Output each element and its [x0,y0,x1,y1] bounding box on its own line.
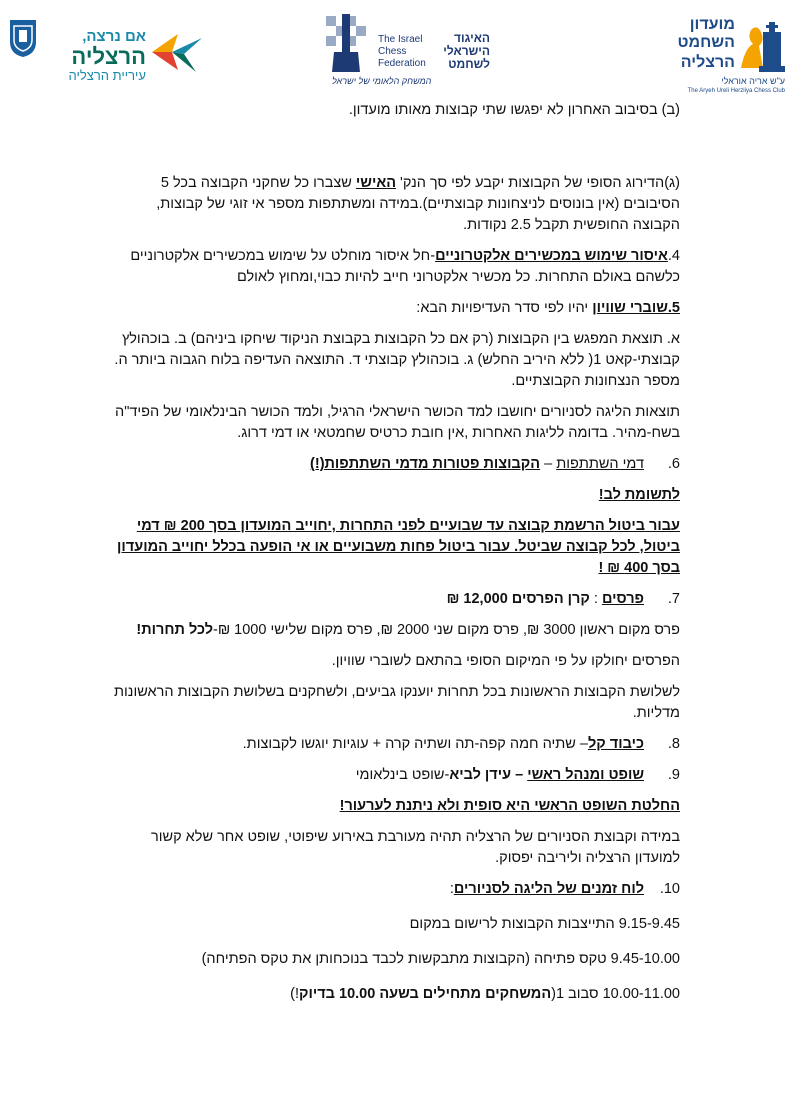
prize-distribution: הפרסים יחולקו על פי המיקום הסופי בהתאם לשוברי שוויון. [331,653,680,669]
colorful-star-icon [148,30,204,74]
club-dedication: ע"ש אריה אוראלי [721,76,785,86]
schedule-opening: 9.45-10.00 טקס פתיחה (הקבוצות מתבקשות לכבד בנוכחותן את טקס הפתיחה) [201,951,680,967]
trophies-medals: לשלושת הקבוצות הראשונות בכל תחרות יוענקו גביעים, ולשחקנים בשלושת הקבוצות הראשונות מדליות. [114,684,680,721]
section-9-chief-arbiter: 9. שופט ומנהל ראשי – עידן לביא-שופט בינלאומי [355,767,680,783]
city-name: הרצליה [71,44,146,69]
club-english-name: The Aryeh Ureli Herzliya Chess Club [687,88,785,94]
municipality-name: עיריית הרצליה [68,68,146,83]
section-7-prizes: 7. פרסים : קרן הפרסים 12,000 ₪ [446,591,680,607]
cancellation-policy: עבור ביטול הרשמת קבוצה עד שבועיים לפני התחרות ,יחוייב המועדון בסך 200 ₪ דמי ביטול, לכל קבוצה שביטל. עבור ביטול פחות משבועיים או אי הופעה בכלל יחוייב המועדון בסך 400 ₪ ! [117,518,680,576]
herzliya-municipality-logo [8,14,218,83]
clause-g: (ג)הדירוג הסופי של הקבוצות יקבע לפי סך הנק' האישי שצברו כל שחקני הקבוצה בכל 5 הסיבובים (אין בונוסים לניצחונות קבוצתיים).במידה ומשתתפות מספר אי זוגי של קבוצות, הקבוצה החופשית תקבל 2.5 נקודות. [156,175,680,233]
section-5-tiebreaks: 5.שוברי שוויון יהיו לפי סדר העדיפויות הבא: [416,300,680,316]
clause-b: (ב) בסיבוב האחרון לא יפגשו שתי קבוצות מאותו מועדון. [348,102,680,118]
section-4-electronic-devices: 4.איסור שימוש במכשירים אלקטרוניים-חל איסור מוחלט על שימוש במכשירים אלקטרוניים כלשהם באולם התחרות. כל מכשיר אלקטרוני חייב להיות כבוי,ומחוץ לאולם [130,248,680,285]
schedule-registration: 9.15-9.45 התייצבות הקבוצות לרישום במקום [409,916,680,932]
attention-heading: לתשומת לב! [598,487,680,503]
arbiter-conflict-note: במידה וקבוצת הסניורים של הרצליה תהיה מעורבת באירוע שיפוטי, שופט אחר שלא קשור למועדון הרצליה וליריבה יפסוק. [150,829,680,866]
chess-federation-emblem-icon [320,12,378,76]
section-8-refreshments: 8. כיבוד קל– שתיה חמה קפה-תה ושתיה קרה + עוגיות יוגשו לקבוצות. [242,736,680,752]
club-name-line3: הרצליה [680,54,735,71]
arbiter-final-decision: החלטת השופט הראשי היא סופית ולא ניתנת לערעור! [339,798,680,814]
city-slogan: אם נרצה, [82,28,146,45]
federation-hebrew-name: האיגוד הישראלי לשחמט [443,31,490,71]
municipality-emblem-icon [8,18,38,58]
israel-chess-federation-logo [320,12,490,92]
section-10-schedule: 10. לוח זמנים של הליגה לסניורים: [449,881,680,897]
rating-note: תוצאות הליגה לסניורים יחושבו למד הכושר הישראלי הרגיל, ולמד הכושר הבינלאומי של הפיד"ה בשח-מהיר. בדומה לליגות האחרות ,אין חובת כרטיס שחמטאי או דמי דרוג. [115,404,680,441]
regulations-body [108,100,680,1005]
chess-pieces-icon [739,18,787,74]
club-name-line1: מועדון [689,16,735,33]
club-name-line2: השחמט [677,34,735,51]
prize-amounts: פרס מקום ראשון 3000 ₪, פרס מקום שני 2000 ₪, פרס מקום שלישי 1000 ₪-לכל תחרות! [136,622,680,638]
section-6-entry-fee: 6. דמי השתתפות – הקבוצות פטורות מדמי השתתפות(!) [310,456,680,472]
federation-english-name: The Israel Chess Federation [378,34,426,69]
herzliya-chess-club-logo [648,12,793,96]
tiebreak-order: א. תוצאת המפגש בין הקבוצות (רק אם כל הקבוצות בקבוצת הניקוד שיחקו ביניהם) ב. בוכהולץ קבוצתי-קאט 1( ללא היריב החלש) ג. בוכהולץ קבוצתי ד. התוצאה העדיפה בלוח הגבוה ביותר ה. מספר הנצחונות הקבוצתיים. [114,331,680,389]
schedule-round-1: 10.00-11.00 סבוב 1(המשחקים מתחילים בשעה 10.00 בדיוק!) [290,986,680,1002]
federation-tagline: המשחק הלאומי של ישראל [332,76,432,86]
